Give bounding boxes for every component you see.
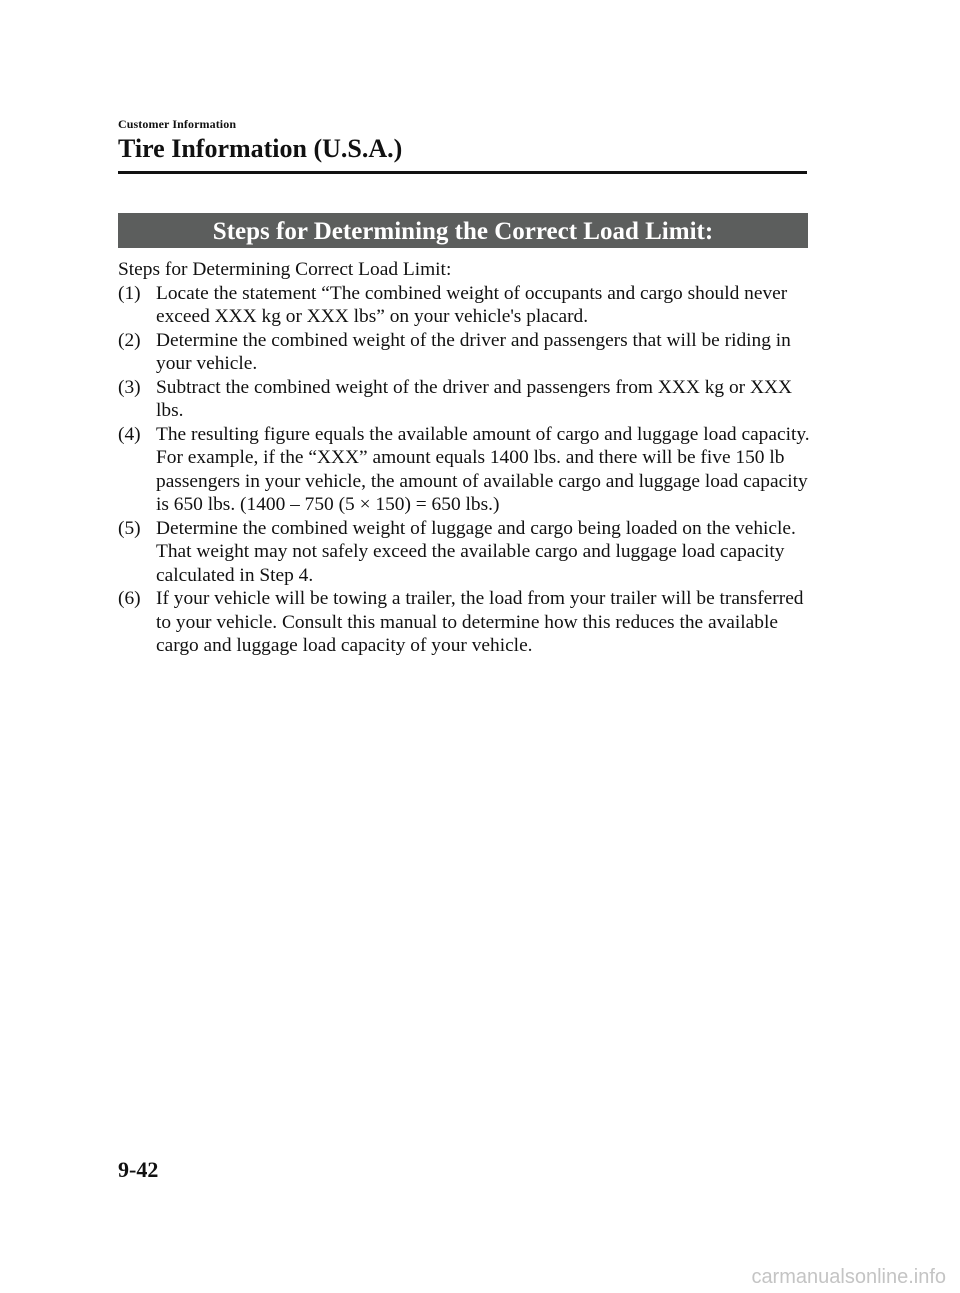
title-divider: [118, 171, 807, 174]
step-item: [118, 587, 818, 658]
section-label: Customer Information: [118, 117, 237, 131]
step-number: (2): [118, 329, 141, 351]
intro-text: Steps for Determining Correct Load Limit:: [118, 259, 452, 280]
step-text: If your vehicle will be towing a trailer, the load from your trailer will be transferred to your vehicle. Consult this manual to determine how this reduces the available cargo and luggage load capacity of your vehicle.: [156, 588, 804, 656]
step-number: (4): [118, 423, 141, 445]
step-text: Subtract the combined weight of the driver and passengers from XXX kg or XXX lbs.: [156, 376, 792, 421]
steps-list: [118, 282, 818, 658]
step-item: [118, 423, 818, 517]
watermark: carmanualsonline.info: [751, 1266, 946, 1288]
step-item: [118, 329, 818, 376]
chapter-title: Tire Information (U.S.A.): [118, 134, 403, 163]
step-item: [118, 517, 818, 588]
step-text: Locate the statement “The combined weight of occupants and cargo should never exceed XXX kg or XXX lbs” on your vehicle's placard.: [156, 282, 788, 327]
step-number: (6): [118, 588, 141, 609]
main-content: [118, 258, 818, 658]
step-number: (1): [118, 282, 141, 304]
step-number: (5): [118, 517, 141, 539]
step-text: Determine the combined weight of the driver and passengers that will be riding in your vehicle.: [156, 329, 791, 374]
step-text: The resulting figure equals the available amount of cargo and luggage load capacity. For example, if the “XXX” amount equals 1400 lbs. and there will be five 150 lb passengers in your vehicle, the amount of available cargo and luggage load capacity is 650 lbs. (1400 – 750 (5 × 150) = 650 lbs.): [156, 423, 810, 515]
section-banner: Steps for Determining the Correct Load Limit:: [118, 213, 808, 248]
step-number: (3): [118, 376, 141, 398]
page-number: 9-42: [118, 1157, 159, 1182]
step-text: Determine the combined weight of luggage and cargo being loaded on the vehicle. That weight may not safely exceed the available cargo and luggage load capacity calculated in Step 4.: [156, 517, 796, 586]
step-item: [118, 282, 818, 329]
step-item: [118, 376, 818, 423]
